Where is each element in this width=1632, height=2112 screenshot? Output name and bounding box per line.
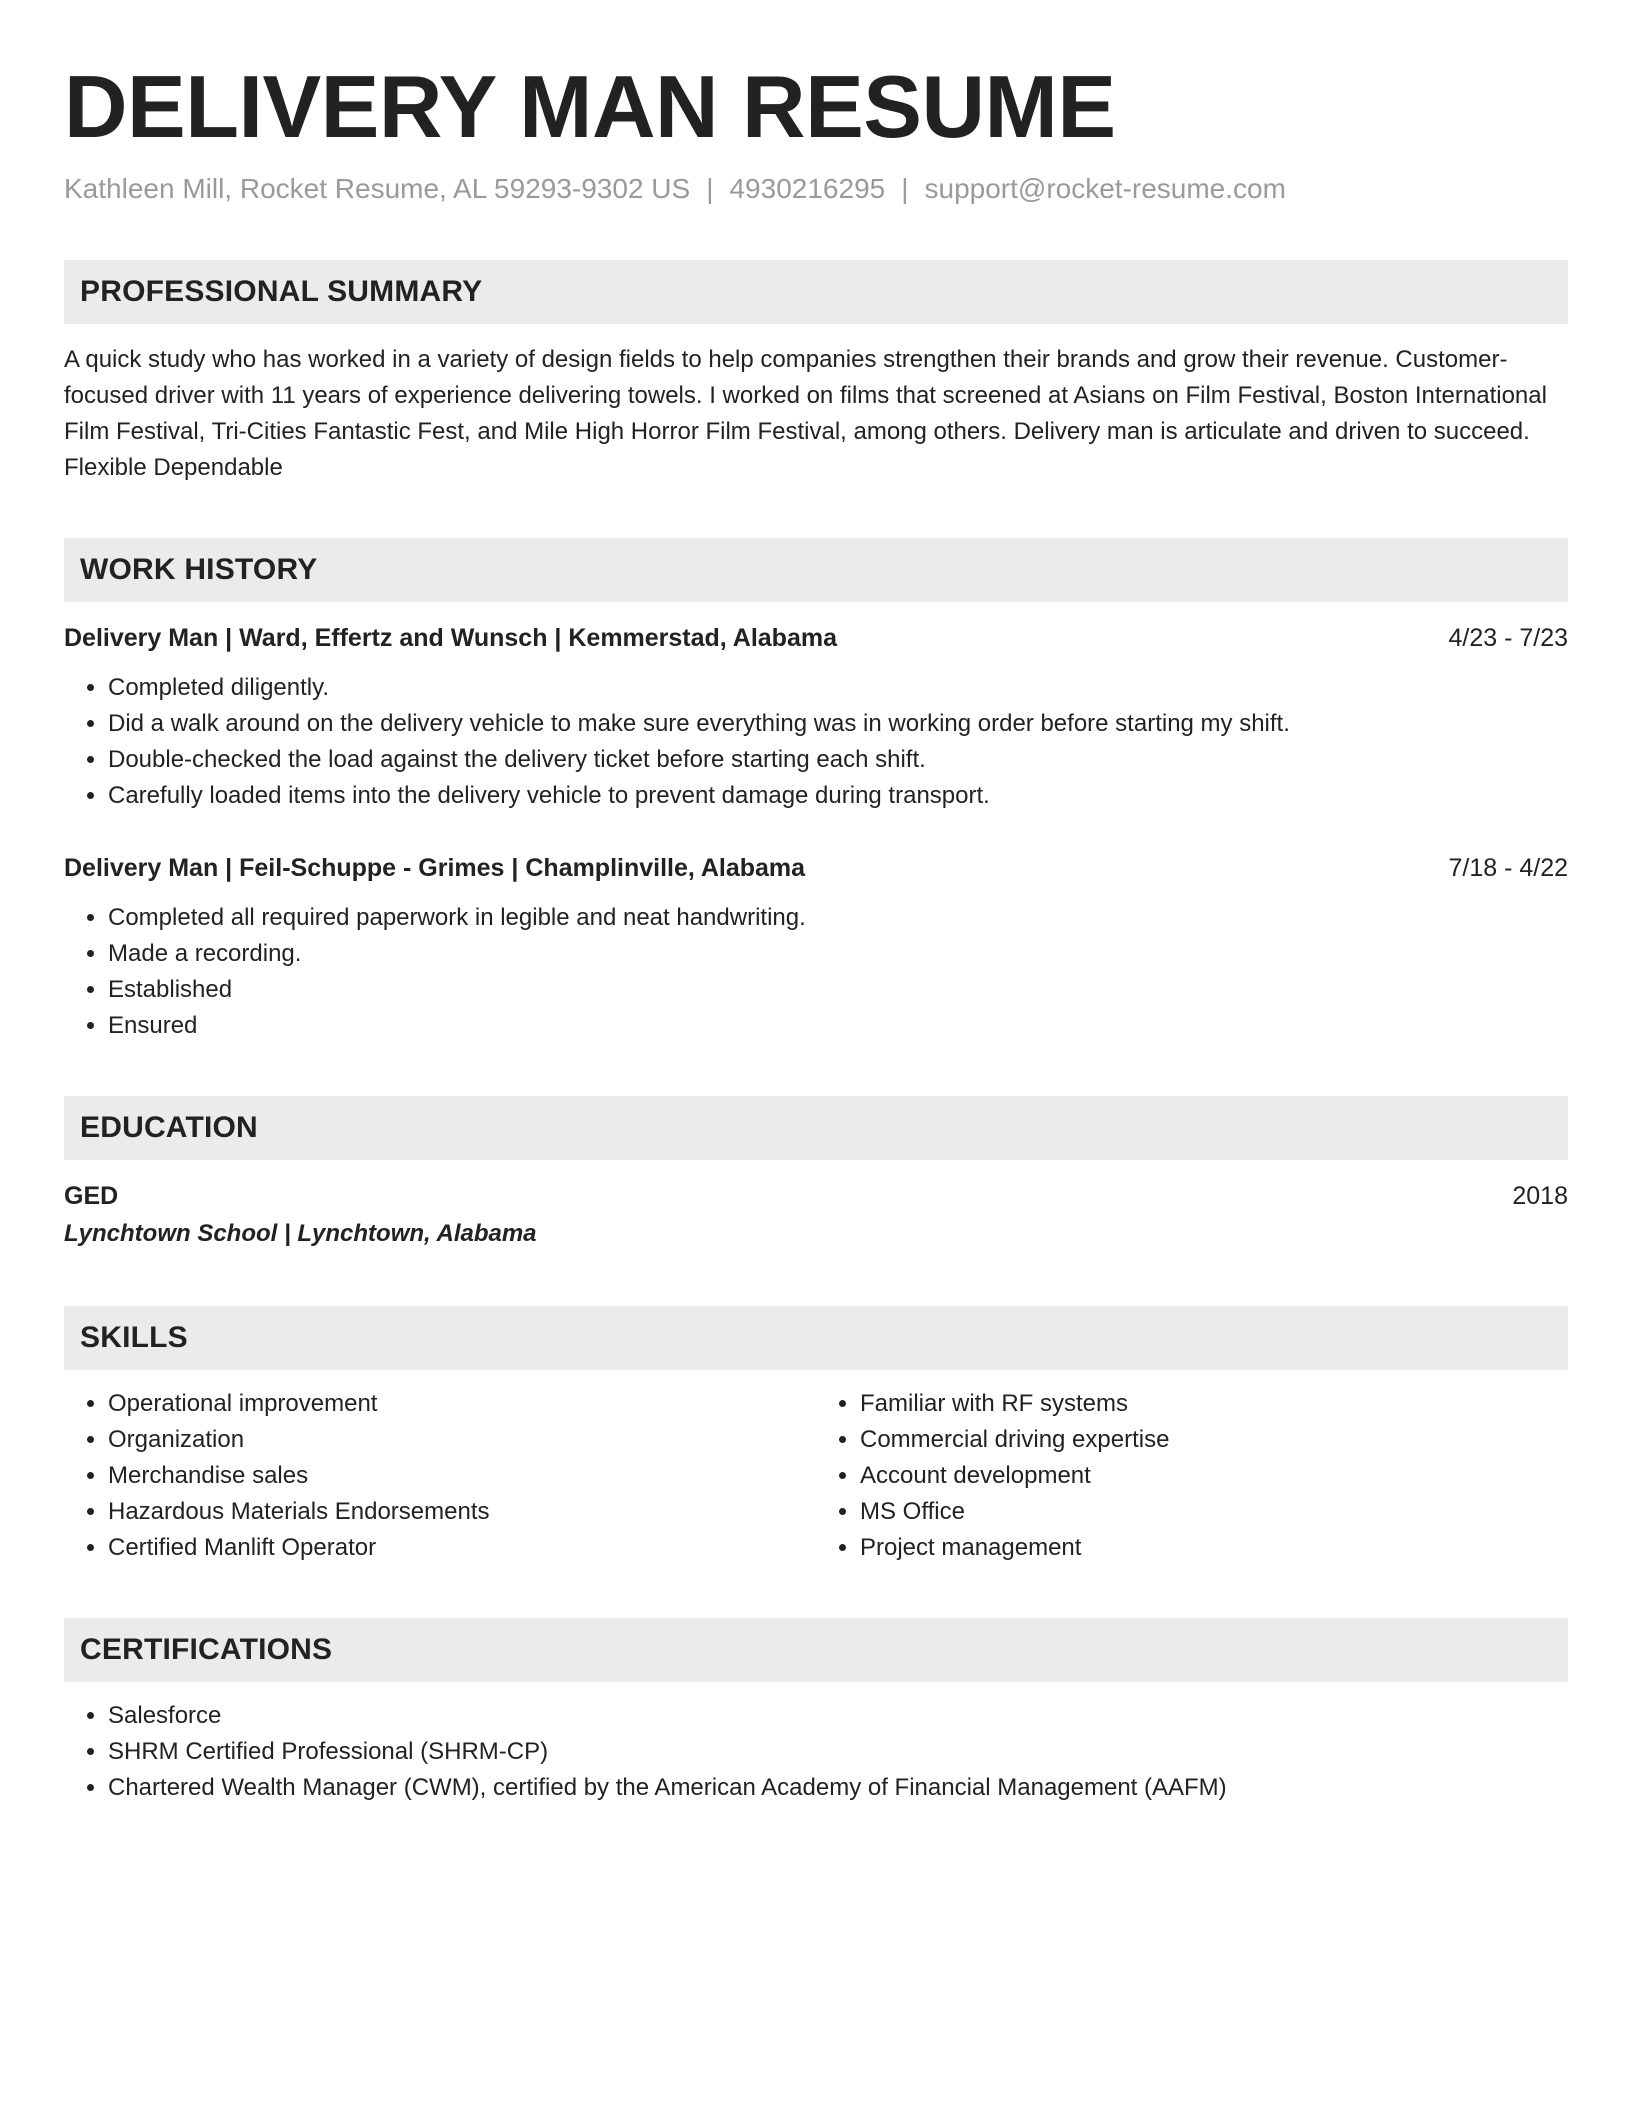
list-item: • Completed all required paperwork in legible and neat handwriting. <box>108 900 1568 936</box>
work-history-heading: WORK HISTORY <box>80 552 318 586</box>
list-item: • Carefully loaded items into the delivery vehicle to prevent damage during transport. <box>108 778 1568 814</box>
section-header <box>64 1306 1568 1370</box>
list-item: • Operational improvement <box>108 1386 816 1422</box>
skills-columns <box>64 1386 1568 1566</box>
contact-separator: | <box>706 173 714 205</box>
list-item: • Established <box>108 972 1568 1008</box>
list-item: • Double-checked the load against the delivery ticket before starting each shift. <box>108 742 1568 778</box>
skills-section <box>64 1306 1568 1566</box>
list-item: • Hazardous Materials Endorsements <box>108 1494 816 1530</box>
job-dates: 7/18 - 4/22 <box>1448 853 1568 882</box>
job-title: Delivery Man | Feil-Schuppe - Grimes | Champlinville, Alabama <box>64 853 806 882</box>
list-item: • Chartered Wealth Manager (CWM), certified by the American Academy of Financial Management (AAFM) <box>108 1770 1568 1806</box>
skills-heading: SKILLS <box>80 1320 188 1354</box>
list-item: • Did a walk around on the delivery vehicle to make sure everything was in working order before starting my shift. <box>108 706 1568 742</box>
list-item: • MS Office <box>860 1494 1568 1530</box>
summary-section <box>64 260 1568 486</box>
job-dates: 4/23 - 7/23 <box>1448 623 1568 652</box>
list-item: • Salesforce <box>108 1698 1568 1734</box>
section-header <box>64 1618 1568 1682</box>
job-entry <box>64 850 1568 1044</box>
job-bullets <box>64 670 1568 814</box>
certifications-section <box>64 1618 1568 1806</box>
list-item: • Account development <box>860 1458 1568 1494</box>
list-item: • Certified Manlift Operator <box>108 1530 816 1566</box>
contact-phone: 4930216295 <box>729 173 886 205</box>
section-header <box>64 260 1568 324</box>
certifications-heading: CERTIFICATIONS <box>80 1632 333 1666</box>
contact-line <box>64 171 1568 207</box>
skills-left-list <box>64 1386 816 1566</box>
education-entry <box>64 1178 1568 1254</box>
list-item: • Ensured <box>108 1008 1568 1044</box>
certifications-list <box>64 1698 1568 1806</box>
section-header <box>64 538 1568 602</box>
list-item: • Commercial driving expertise <box>860 1422 1568 1458</box>
contact-separator: | <box>901 173 909 205</box>
list-item: • Project management <box>860 1530 1568 1566</box>
job-header <box>64 850 1568 886</box>
list-item: • Familiar with RF systems <box>860 1386 1568 1422</box>
job-bullets <box>64 900 1568 1044</box>
job-title: Delivery Man | Ward, Effertz and Wunsch | Kemmerstad, Alabama <box>64 623 837 652</box>
work-history-section <box>64 538 1568 1044</box>
list-item: • Organization <box>108 1422 816 1458</box>
skills-right-list <box>816 1386 1568 1566</box>
contact-email: support@rocket-resume.com <box>924 173 1286 205</box>
degree: GED <box>64 1181 119 1210</box>
education-section <box>64 1096 1568 1254</box>
school-name: Lynchtown School | Lynchtown, Alabama <box>64 1219 537 1247</box>
education-heading: EDUCATION <box>80 1110 258 1144</box>
list-item: • SHRM Certified Professional (SHRM-CP) <box>108 1734 1568 1770</box>
summary-text: A quick study who has worked in a variety of design fields to help companies strengthen their brands and grow their revenue. Customer-focused driver with 11 years of experience delivering towels. I worked on films that screened at Asians on Film Festival, Boston International Film Festival, Tri-Cities Fantastic Fest, and Mile High Horror Film Festival, among others. Delivery man is articulate and driven to succeed. Flexible Dependable <box>64 345 1547 481</box>
summary-heading: PROFESSIONAL SUMMARY <box>80 274 483 308</box>
job-entry <box>64 620 1568 814</box>
section-header <box>64 1096 1568 1160</box>
list-item: • Merchandise sales <box>108 1458 816 1494</box>
list-item: • Completed diligently. <box>108 670 1568 706</box>
resume-title: DELIVERY MAN RESUME <box>64 57 1116 156</box>
graduation-year: 2018 <box>1512 1181 1568 1210</box>
education-header <box>64 1178 1568 1214</box>
contact-address: Kathleen Mill, Rocket Resume, AL 59293-9302 US <box>64 173 691 205</box>
job-header <box>64 620 1568 656</box>
list-item: • Made a recording. <box>108 936 1568 972</box>
